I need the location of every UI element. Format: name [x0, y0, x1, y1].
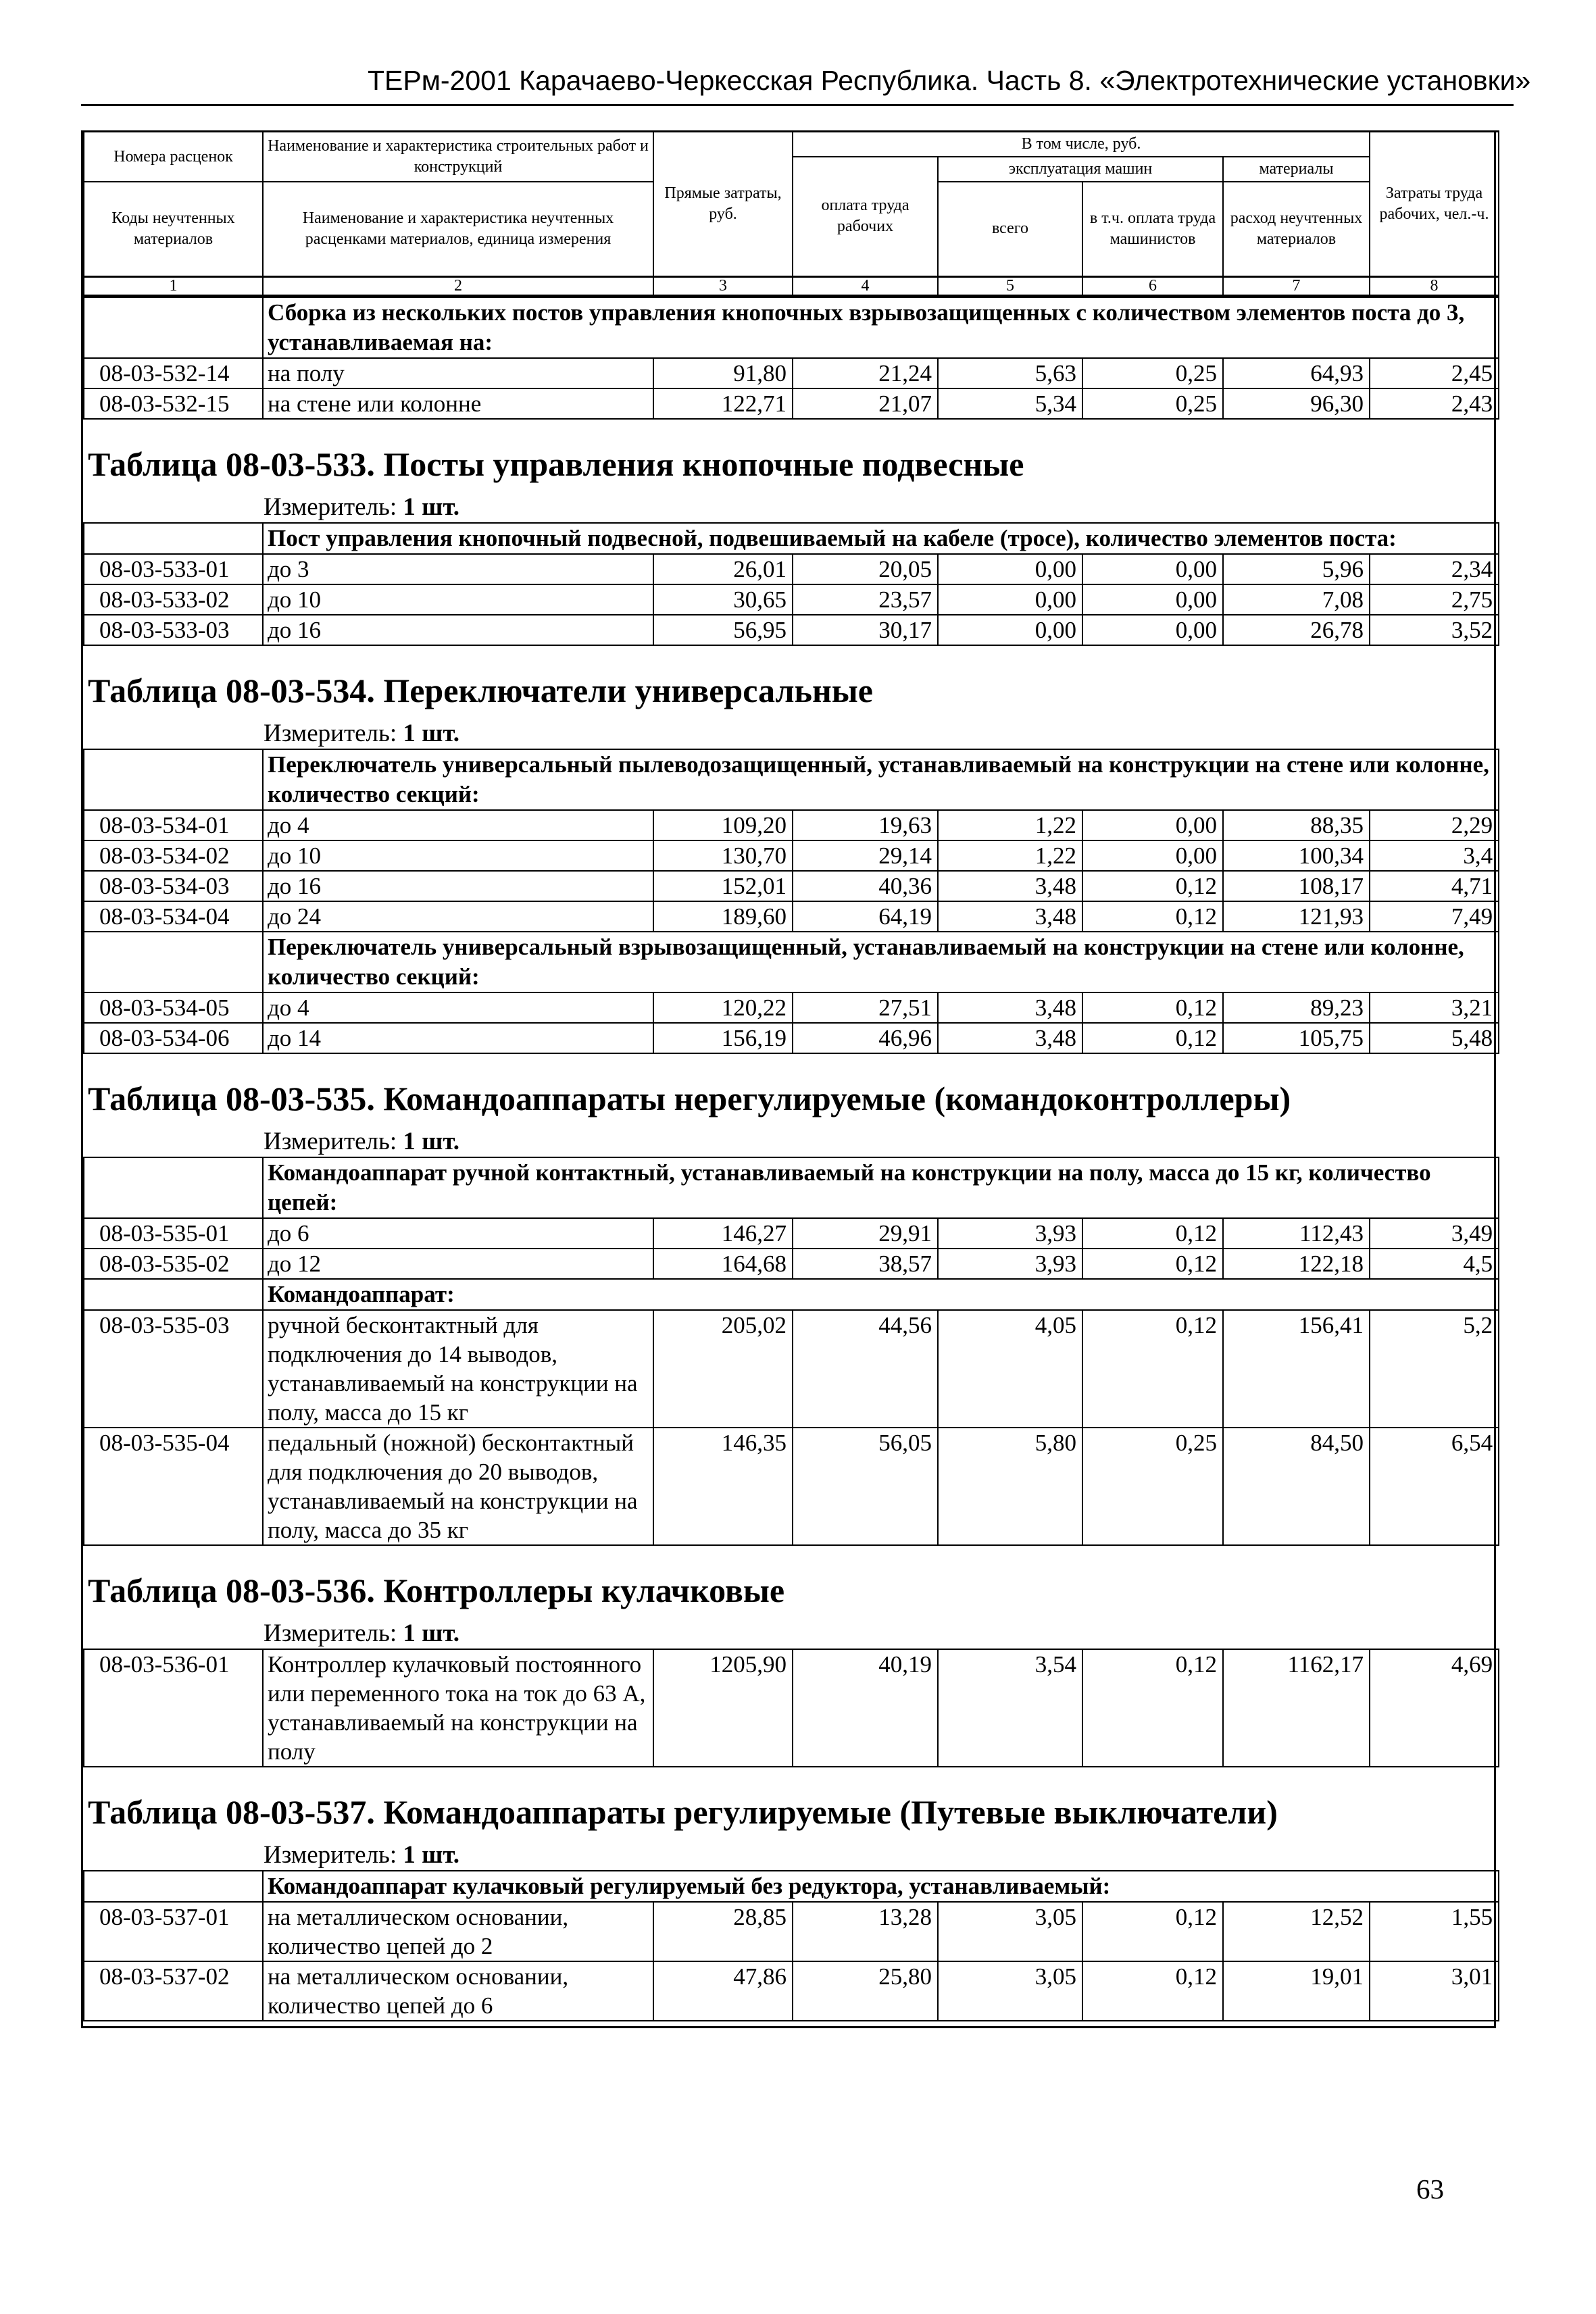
rate-code: 08-03-534-02 — [84, 840, 263, 871]
rate-name: до 10 — [263, 840, 653, 871]
col-mach-labor-header: в т.ч. оплата труда машинистов — [1082, 182, 1223, 276]
table-row — [84, 1310, 1499, 1428]
direct-cost: 26,01 — [653, 554, 793, 584]
material-cost: 1162,17 — [1223, 1649, 1370, 1767]
labor-cost: 44,56 — [793, 1310, 938, 1428]
material-cost: 88,35 — [1223, 810, 1370, 840]
column-number: 6 — [1082, 276, 1223, 295]
meter-value: 1 шт. — [403, 719, 460, 747]
price-sheet — [81, 130, 1496, 2028]
column-number: 5 — [938, 276, 1082, 295]
column-header — [83, 130, 1499, 297]
labor-hours: 6,54 — [1370, 1428, 1499, 1545]
rate-name: до 12 — [263, 1249, 653, 1279]
rate-name: педальный (ножной) бесконтактный для подключения до 20 выводов, устанавливаемый на конструкции на полу, масса до 35 кг — [263, 1428, 653, 1545]
labor-cost: 64,19 — [793, 901, 938, 932]
col-mat-header: расход неучтенных материалов — [1223, 182, 1370, 276]
labor-hours: 5,2 — [1370, 1310, 1499, 1428]
labor-hours: 4,71 — [1370, 871, 1499, 901]
meter — [84, 712, 1499, 749]
labor-hours: 3,49 — [1370, 1218, 1499, 1249]
material-cost: 156,41 — [1223, 1310, 1370, 1428]
direct-cost: 109,20 — [653, 810, 793, 840]
rate-name: ручной бесконтактный для подключения до 14 выводов, устанавливаемый на конструкции на полу, масса до 15 кг — [263, 1310, 653, 1428]
meter-value: 1 шт. — [403, 1840, 460, 1869]
machine-cost: 3,48 — [938, 901, 1082, 932]
direct-cost: 146,27 — [653, 1218, 793, 1249]
material-cost: 5,96 — [1223, 554, 1370, 584]
table-row — [84, 615, 1499, 645]
rate-name: до 6 — [263, 1218, 653, 1249]
rate-code: 08-03-535-03 — [84, 1310, 263, 1428]
machine-labor-cost: 0,00 — [1082, 810, 1223, 840]
table-title: Таблица 08-03-537. Командоаппараты регулируемые (Путевые выключатели) — [88, 1792, 1278, 1831]
rate-code: 08-03-534-04 — [84, 901, 263, 932]
machine-cost: 1,22 — [938, 810, 1082, 840]
col-codes-header: Номера расценок — [84, 132, 263, 182]
section-row — [84, 523, 1499, 554]
meter-label: Измеритель: — [264, 1127, 397, 1155]
material-cost: 108,17 — [1223, 871, 1370, 901]
material-cost: 96,30 — [1223, 388, 1370, 419]
machine-labor-cost: 0,12 — [1082, 1902, 1223, 1961]
meter-label: Измеритель: — [264, 719, 397, 747]
direct-cost: 152,01 — [653, 871, 793, 901]
machine-cost: 3,05 — [938, 1961, 1082, 2021]
section-spacer — [84, 1279, 263, 1310]
section-spacer — [84, 932, 263, 992]
rate-name: Контроллер кулачковый постоянного или переменного тока на ток до 63 А, устанавливаемый на конструкции на полу — [263, 1649, 653, 1767]
labor-cost: 21,24 — [793, 358, 938, 388]
machine-labor-cost: 0,00 — [1082, 840, 1223, 871]
machine-labor-cost: 0,25 — [1082, 358, 1223, 388]
labor-cost: 38,57 — [793, 1249, 938, 1279]
col-labor-header: оплата труда рабочих — [793, 157, 938, 276]
labor-cost: 40,19 — [793, 1649, 938, 1767]
labor-cost: 19,63 — [793, 810, 938, 840]
section-spacer — [84, 1157, 263, 1218]
machine-cost: 3,48 — [938, 1023, 1082, 1053]
table-row — [84, 1428, 1499, 1545]
column-number: 1 — [84, 276, 263, 295]
direct-cost: 47,86 — [653, 1961, 793, 2021]
machine-labor-cost: 0,25 — [1082, 388, 1223, 419]
direct-cost: 189,60 — [653, 901, 793, 932]
table-title-row — [84, 645, 1499, 749]
section-row — [84, 932, 1499, 992]
labor-hours: 2,29 — [1370, 810, 1499, 840]
header-rule — [81, 104, 1514, 106]
labor-hours: 3,52 — [1370, 615, 1499, 645]
machine-cost: 3,48 — [938, 871, 1082, 901]
sheet-tail — [84, 2021, 1499, 2026]
machine-cost: 3,48 — [938, 992, 1082, 1023]
rate-name: на металлическом основании, количество цепей до 2 — [263, 1902, 653, 1961]
table-title-row — [84, 1053, 1499, 1157]
labor-hours: 3,21 — [1370, 992, 1499, 1023]
labor-cost: 29,14 — [793, 840, 938, 871]
material-cost: 64,93 — [1223, 358, 1370, 388]
table-title: Таблица 08-03-534. Переключатели универсальные — [88, 671, 873, 709]
machine-labor-cost: 0,25 — [1082, 1428, 1223, 1545]
machine-labor-cost: 0,12 — [1082, 992, 1223, 1023]
machine-cost: 4,05 — [938, 1310, 1082, 1428]
col-direct-header: Прямые затраты, руб. — [653, 132, 793, 277]
machine-cost: 0,00 — [938, 615, 1082, 645]
rate-code: 08-03-532-14 — [84, 358, 263, 388]
running-header: ТЕРм-2001 Карачаево-Черкесская Республика. Часть 8. «Электротехнические установки» — [368, 65, 1531, 96]
labor-cost: 29,91 — [793, 1218, 938, 1249]
labor-cost: 25,80 — [793, 1961, 938, 2021]
column-number: 4 — [793, 276, 938, 295]
section-spacer — [84, 523, 263, 554]
rate-name: до 16 — [263, 615, 653, 645]
material-cost: 100,34 — [1223, 840, 1370, 871]
rate-name: до 14 — [263, 1023, 653, 1053]
direct-cost: 122,71 — [653, 388, 793, 419]
page-number: 63 — [1416, 2173, 1444, 2205]
material-cost: 105,75 — [1223, 1023, 1370, 1053]
table-row — [84, 871, 1499, 901]
rate-name: до 3 — [263, 554, 653, 584]
section-heading: Пост управления кнопочный подвесной, подвешиваемый на кабеле (тросе), количество элементов поста: — [263, 523, 1499, 554]
material-cost: 89,23 — [1223, 992, 1370, 1023]
table-row — [84, 388, 1499, 419]
machine-cost: 3,93 — [938, 1249, 1082, 1279]
direct-cost: 156,19 — [653, 1023, 793, 1053]
col-name-sub-header: Наименование и характеристика неучтенных расценками материалов, единица измерения — [263, 182, 653, 276]
labor-hours: 4,69 — [1370, 1649, 1499, 1767]
table-row — [84, 358, 1499, 388]
rate-name: на стене или колонне — [263, 388, 653, 419]
material-cost: 84,50 — [1223, 1428, 1370, 1545]
table-row — [84, 1218, 1499, 1249]
section-row — [84, 1279, 1499, 1310]
col-exploit-header: эксплуатация машин — [938, 157, 1223, 182]
meter-label: Измеритель: — [264, 1840, 397, 1869]
machine-labor-cost: 0,12 — [1082, 901, 1223, 932]
col-name-header: Наименование и характеристика строительных работ и конструкций — [263, 132, 653, 182]
table-title-row — [84, 1545, 1499, 1649]
machine-cost: 3,54 — [938, 1649, 1082, 1767]
rate-code: 08-03-533-03 — [84, 615, 263, 645]
col-materials-header: материалы — [1223, 157, 1370, 182]
section-heading: Командоаппарат кулачковый регулируемый без редуктора, устанавливаемый: — [263, 1871, 1499, 1902]
rate-name: до 16 — [263, 871, 653, 901]
rate-code: 08-03-533-02 — [84, 584, 263, 615]
machine-cost: 0,00 — [938, 554, 1082, 584]
labor-cost: 30,17 — [793, 615, 938, 645]
section-heading: Сборка из нескольких постов управления кнопочных взрывозащищенных с количеством элементов поста до 3, устанавливаемая на: — [263, 297, 1499, 358]
col-incl-header: В том числе, руб. — [793, 132, 1370, 157]
labor-cost: 46,96 — [793, 1023, 938, 1053]
column-number: 7 — [1223, 276, 1370, 295]
labor-hours: 3,4 — [1370, 840, 1499, 871]
labor-hours: 2,34 — [1370, 554, 1499, 584]
machine-labor-cost: 0,00 — [1082, 615, 1223, 645]
section-spacer — [84, 749, 263, 810]
labor-cost: 27,51 — [793, 992, 938, 1023]
direct-cost: 146,35 — [653, 1428, 793, 1545]
meter-label: Измеритель: — [264, 1619, 397, 1647]
table-row — [84, 1023, 1499, 1053]
labor-hours: 2,75 — [1370, 584, 1499, 615]
material-cost: 19,01 — [1223, 1961, 1370, 2021]
table-title: Таблица 08-03-533. Посты управления кнопочные подвесные — [88, 445, 1024, 483]
section-spacer — [84, 297, 263, 358]
labor-cost: 21,07 — [793, 388, 938, 419]
machine-labor-cost: 0,12 — [1082, 1649, 1223, 1767]
labor-cost: 23,57 — [793, 584, 938, 615]
rate-code: 08-03-534-06 — [84, 1023, 263, 1053]
machine-labor-cost: 0,12 — [1082, 1249, 1223, 1279]
section-row — [84, 1157, 1499, 1218]
section-row — [84, 1871, 1499, 1902]
rate-code: 08-03-536-01 — [84, 1649, 263, 1767]
table-row — [84, 992, 1499, 1023]
table-title-row — [84, 1767, 1499, 1871]
meter — [84, 1834, 1499, 1870]
labor-cost: 40,36 — [793, 871, 938, 901]
col-codes-sub-header: Коды неучтенных материалов — [84, 182, 263, 276]
meter-value: 1 шт. — [403, 1619, 460, 1647]
machine-cost: 3,93 — [938, 1218, 1082, 1249]
machine-labor-cost: 0,12 — [1082, 871, 1223, 901]
rate-code: 08-03-535-01 — [84, 1218, 263, 1249]
section-row — [84, 749, 1499, 810]
direct-cost: 205,02 — [653, 1310, 793, 1428]
direct-cost: 30,65 — [653, 584, 793, 615]
table-row — [84, 584, 1499, 615]
rate-code: 08-03-534-05 — [84, 992, 263, 1023]
column-number: 2 — [263, 276, 653, 295]
rate-code: 08-03-534-01 — [84, 810, 263, 840]
rate-code: 08-03-533-01 — [84, 554, 263, 584]
rate-name: на полу — [263, 358, 653, 388]
table-title: Таблица 08-03-536. Контроллеры кулачковые — [88, 1571, 785, 1609]
rate-code: 08-03-532-15 — [84, 388, 263, 419]
direct-cost: 130,70 — [653, 840, 793, 871]
table-row — [84, 1961, 1499, 2021]
table-title: Таблица 08-03-535. Командоаппараты нерегулируемые (командоконтроллеры) — [88, 1079, 1291, 1117]
machine-labor-cost: 0,00 — [1082, 554, 1223, 584]
direct-cost: 164,68 — [653, 1249, 793, 1279]
table-row — [84, 1249, 1499, 1279]
rate-code: 08-03-535-02 — [84, 1249, 263, 1279]
column-number: 8 — [1370, 276, 1499, 295]
labor-cost: 13,28 — [793, 1902, 938, 1961]
material-cost: 121,93 — [1223, 901, 1370, 932]
machine-labor-cost: 0,00 — [1082, 584, 1223, 615]
machine-cost: 3,05 — [938, 1902, 1082, 1961]
direct-cost: 28,85 — [653, 1902, 793, 1961]
rate-code: 08-03-537-01 — [84, 1902, 263, 1961]
section-spacer — [84, 1871, 263, 1902]
machine-cost: 5,34 — [938, 388, 1082, 419]
machine-labor-cost: 0,12 — [1082, 1310, 1223, 1428]
section-heading: Переключатель универсальный пылеводозащищенный, устанавливаемый на конструкции на стене или колонне, количество секций: — [263, 749, 1499, 810]
direct-cost: 56,95 — [653, 615, 793, 645]
rate-name: до 4 — [263, 992, 653, 1023]
machine-cost: 5,80 — [938, 1428, 1082, 1545]
section-heading: Командоаппарат: — [263, 1279, 1499, 1310]
direct-cost: 91,80 — [653, 358, 793, 388]
table-row — [84, 901, 1499, 932]
rate-name: на металлическом основании, количество цепей до 6 — [263, 1961, 653, 2021]
meter — [84, 1612, 1499, 1649]
labor-hours: 7,49 — [1370, 901, 1499, 932]
labor-cost: 56,05 — [793, 1428, 938, 1545]
material-cost: 112,43 — [1223, 1218, 1370, 1249]
section-heading: Переключатель универсальный взрывозащищенный, устанавливаемый на конструкции на стене или колонне, количество секций: — [263, 932, 1499, 992]
col-mach-total-header: всего — [938, 182, 1082, 276]
meter-label: Измеритель: — [264, 493, 397, 521]
material-cost: 12,52 — [1223, 1902, 1370, 1961]
rate-code: 08-03-535-04 — [84, 1428, 263, 1545]
rate-name: до 10 — [263, 584, 653, 615]
material-cost: 122,18 — [1223, 1249, 1370, 1279]
direct-cost: 1205,90 — [653, 1649, 793, 1767]
labor-hours: 2,43 — [1370, 388, 1499, 419]
table-row — [84, 1649, 1499, 1767]
labor-hours: 1,55 — [1370, 1902, 1499, 1961]
meter-value: 1 шт. — [403, 1127, 460, 1155]
labor-hours: 2,45 — [1370, 358, 1499, 388]
column-number: 3 — [653, 276, 793, 295]
labor-hours: 4,5 — [1370, 1249, 1499, 1279]
material-cost: 26,78 — [1223, 615, 1370, 645]
rate-name: до 24 — [263, 901, 653, 932]
table-title-row — [84, 419, 1499, 523]
table-row — [84, 1902, 1499, 1961]
column-numbers-row — [84, 276, 1499, 295]
meter-value: 1 шт. — [403, 493, 460, 521]
machine-labor-cost: 0,12 — [1082, 1218, 1223, 1249]
section-heading: Командоаппарат ручной контактный, устанавливаемый на конструкции на полу, масса до 15 кг, количество цепей: — [263, 1157, 1499, 1218]
table-row — [84, 554, 1499, 584]
machine-cost: 1,22 — [938, 840, 1082, 871]
labor-cost: 20,05 — [793, 554, 938, 584]
direct-cost: 120,22 — [653, 992, 793, 1023]
table-row — [84, 840, 1499, 871]
rate-code: 08-03-534-03 — [84, 871, 263, 901]
rate-code: 08-03-537-02 — [84, 1961, 263, 2021]
machine-labor-cost: 0,12 — [1082, 1023, 1223, 1053]
price-table — [83, 297, 1499, 2026]
machine-labor-cost: 0,12 — [1082, 1961, 1223, 2021]
meter — [84, 486, 1499, 522]
col-hours-header: Затраты труда рабочих, чел.-ч. — [1370, 132, 1499, 277]
section-row — [84, 297, 1499, 358]
labor-hours: 3,01 — [1370, 1961, 1499, 2021]
table-row — [84, 810, 1499, 840]
rate-name: до 4 — [263, 810, 653, 840]
labor-hours: 5,48 — [1370, 1023, 1499, 1053]
material-cost: 7,08 — [1223, 584, 1370, 615]
machine-cost: 0,00 — [938, 584, 1082, 615]
machine-cost: 5,63 — [938, 358, 1082, 388]
meter — [84, 1120, 1499, 1157]
